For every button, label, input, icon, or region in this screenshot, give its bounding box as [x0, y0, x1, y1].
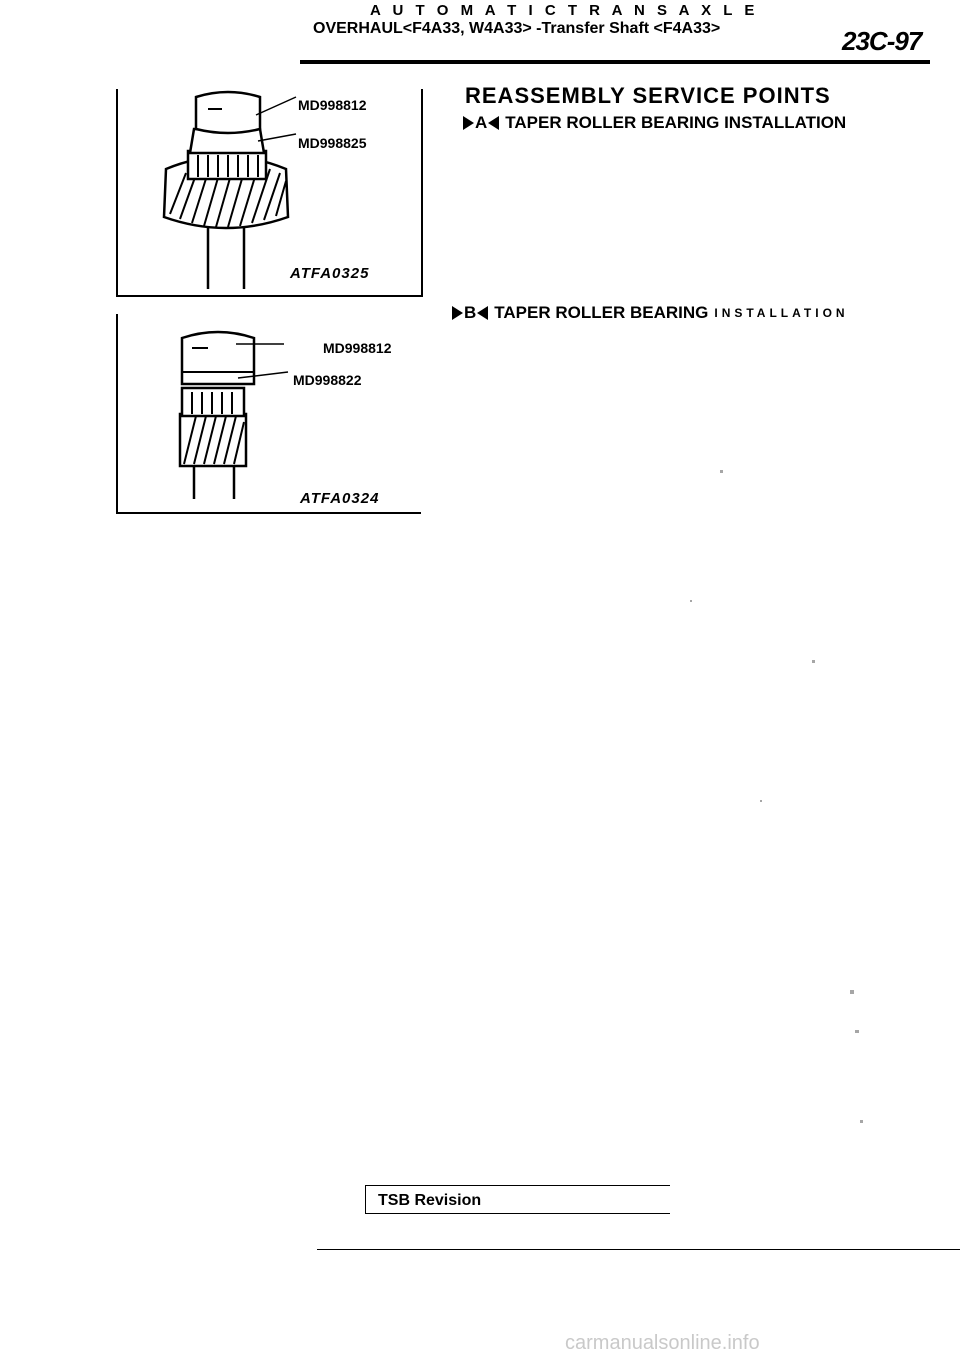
tool-label-1: MD998812 — [298, 97, 367, 113]
figure-code: ATFA0324 — [300, 490, 380, 507]
scan-speck — [812, 660, 815, 663]
figure-code: ATFA0325 — [290, 265, 370, 282]
triangle-left-icon — [477, 306, 488, 320]
tsb-revision-label: TSB Revision — [378, 1192, 482, 1209]
service-marker-a: A — [463, 113, 499, 133]
triangle-left-icon — [488, 116, 499, 130]
tool-label-2: MD998825 — [298, 135, 367, 151]
figure-bearing-install-a — [116, 89, 423, 297]
watermark: carmanualsonline.info — [565, 1332, 760, 1354]
scan-speck — [760, 800, 762, 802]
item-b-suffix: INSTALLATION — [714, 306, 849, 320]
figure-bearing-install-b — [116, 314, 421, 514]
scan-speck — [690, 600, 692, 602]
gear-shaft-illustration — [118, 89, 421, 295]
item-b — [452, 303, 849, 323]
scan-speck — [855, 1030, 859, 1033]
tool-label-2: MD998822 — [293, 372, 362, 388]
section-header: A U T O M A T I C T R A N S A X L E — [370, 2, 759, 19]
header-rule — [300, 60, 930, 64]
item-a-text: TAPER ROLLER BEARING INSTALLATION — [505, 113, 847, 132]
page-subtitle: OVERHAUL<F4A33, W4A33> -Transfer Shaft <F4A33> — [313, 20, 721, 37]
section-title: REASSEMBLY SERVICE POINTS — [465, 83, 831, 108]
scan-speck — [850, 990, 854, 994]
tool-label-1: MD998812 — [323, 340, 392, 356]
triangle-right-icon — [452, 306, 463, 320]
item-b-text: TAPER ROLLER BEARING — [494, 303, 709, 322]
scan-speck — [860, 1120, 863, 1123]
service-marker-b: B — [452, 303, 488, 323]
scan-speck — [720, 470, 723, 473]
page-number: 23C-97 — [842, 26, 922, 56]
triangle-right-icon — [463, 116, 474, 130]
footer-rule — [317, 1249, 960, 1250]
item-a — [463, 113, 846, 133]
